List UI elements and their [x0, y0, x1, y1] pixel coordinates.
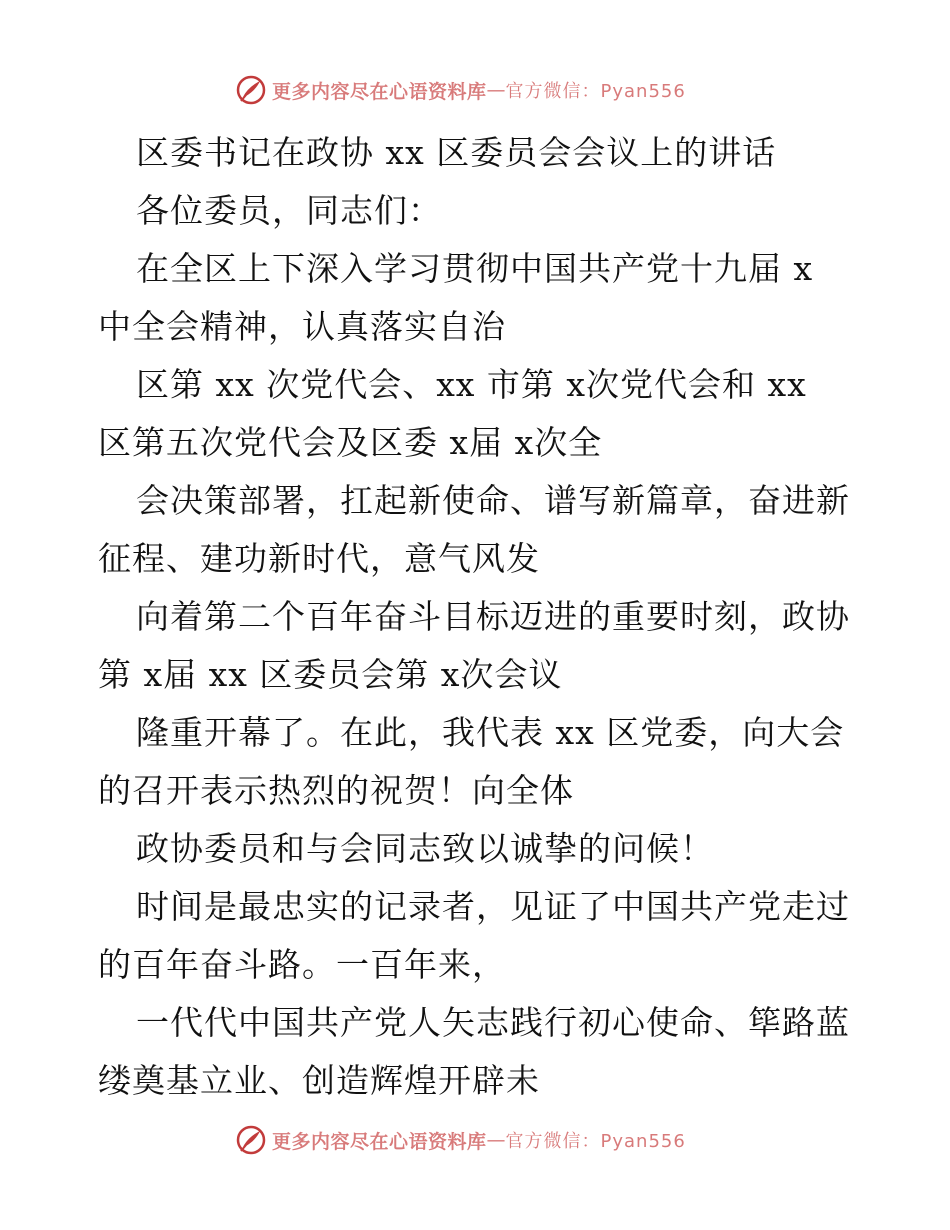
- quill-seal-logo-icon: [234, 73, 268, 107]
- footer-watermark: [234, 1122, 686, 1158]
- watermark-text: 更多内容尽在心语资料库: [272, 1130, 487, 1153]
- paragraph-line: 区第 xx 次党代会、xx 市第 x次党代会和 xx: [136, 365, 807, 404]
- document-body: [98, 124, 858, 1110]
- paragraph-line: 一代代中国共产党人矢志践行初心使命、筚路蓝: [136, 1003, 850, 1042]
- paragraph-line: 的百年奋斗路。一百年来，: [98, 945, 506, 984]
- watermark-text: 更多内容尽在心语资料库: [272, 80, 487, 103]
- watermark-separator: —: [486, 1129, 506, 1151]
- watermark-separator: —: [486, 79, 506, 101]
- document-title: 区委书记在政协 xx 区委员会会议上的讲话: [136, 133, 777, 172]
- paragraph-line: 第 x届 xx 区委员会第 x次会议: [98, 655, 563, 694]
- paragraph-line: 缕奠基立业、创造辉煌开辟未: [98, 1061, 540, 1100]
- paragraph-line: 时间是最忠实的记录者，见证了中国共产党走过: [136, 887, 850, 926]
- watermark-wechat: 官方微信：Pyan556: [505, 81, 686, 102]
- paragraph-line: 征程、建功新时代，意气风发: [98, 539, 540, 578]
- paragraph-line: 的召开表示热烈的祝贺！向全体: [98, 771, 574, 810]
- paragraph-line: 会决策部署，扛起新使命、谱写新篇章，奋进新: [136, 481, 850, 520]
- paragraph-line: 中全会精神，认真落实自治: [98, 307, 506, 346]
- paragraph-line: 区第五次党代会及区委 x届 x次全: [98, 423, 603, 462]
- paragraph-line: 向着第二个百年奋斗目标迈进的重要时刻，政协: [136, 597, 850, 636]
- header-watermark: [234, 72, 686, 108]
- quill-seal-logo-icon: [234, 1123, 268, 1157]
- paragraph-line: 隆重开幕了。在此，我代表 xx 区党委，向大会: [136, 713, 845, 752]
- paragraph-line: 政协委员和与会同志致以诚挚的问候！: [136, 829, 714, 868]
- paragraph-line: 在全区上下深入学习贯彻中国共产党十九届 x: [136, 249, 814, 288]
- salutation: 各位委员，同志们：: [136, 191, 442, 230]
- watermark-wechat: 官方微信：Pyan556: [505, 1131, 686, 1152]
